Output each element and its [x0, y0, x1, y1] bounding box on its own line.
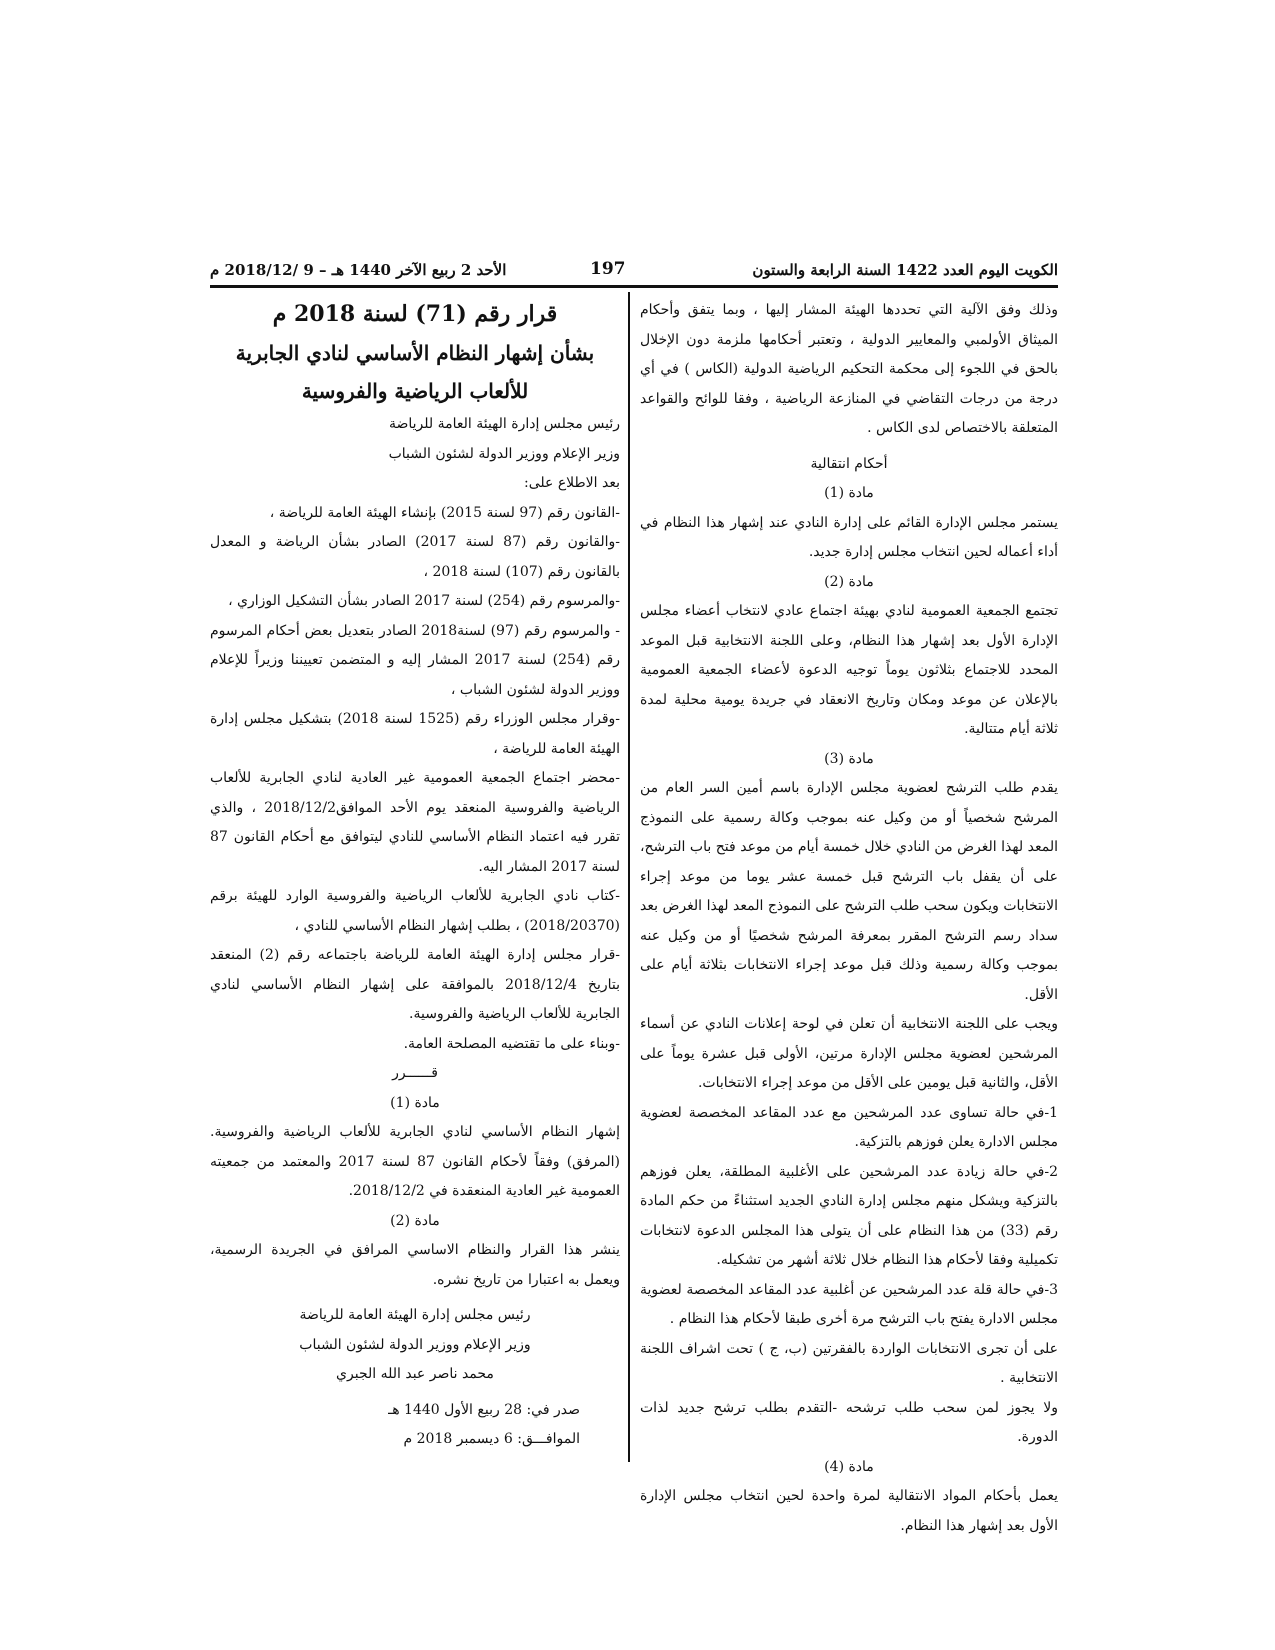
reference-item: - والمرسوم رقم (97) لسنة2018 الصادر بتعديل بعض أحكام المرسوم رقم (254) لسنة 2017 المشار إليه و المتضمن تعييننا وزيراً للإعلام ووزير الدولة لشئون الشباب ، [210, 622, 620, 698]
reference-item: -وقرار مجلس الوزراء رقم (1525 لسنة 2018) بتشكيل مجلس إدارة الهيئة العامة للرياضة ، [210, 711, 621, 757]
decision-title: قرار رقم (71) لسنة 2018 م [272, 301, 558, 327]
paragraph: وذلك وفق الآلية التي تحددها الهيئة المشار إليها ، وبما يتفق وأحكام الميثاق الأولمبي والمعايير الدولية ، وتعتبر أحكامها ملزمة دون الإخلال بالحق في اللجوء إلى محكمة التحكيم الرياضية الدولية (الكاس ) في أي درجة من درجات التقاضي في المنازعة الرياضية ، وفقا للوائح والقواعد المتعلقة بالاختصاص لدى الكاس . [640, 302, 1058, 436]
reference-item: -قرار مجلس إدارة الهيئة العامة للرياضة باجتماعه رقم (2) المنعقد بتاريخ 2018/12/4 بالموافقة على إشهار النظام الأساسي لنادي الجابرية للألعاب الرياضية والفروسية. [210, 947, 620, 1022]
article-text: يقدم طلب الترشح لعضوية مجلس الإدارة باسم أمين السر العام من المرشح شخصياً أو من وكيل عنه بموجب وكالة رسمية على النموذج المعد لهذا الغرض من النادي خلال خمسة أيام من موعد فتح باب الترشح، على أن يقفل باب الترشح قبل خمسة عشر يوما من موعد إجراء الانتخابات ويكون سحب طلب الترشح على النموذج المعد لهذا الغرض بعد سداد رسم الترشح المقرر بمعرفة المرشح شخصيًا أو من وكيل عنه بموجب وكالة رسمية وذلك قبل موعد إجراء الانتخابات بثلاثة أيام على الأقل. [640, 780, 1058, 1003]
paragraph: ولا يجوز لمن سحب طلب ترشحه -التقدم بطلب ترشح جديد لذات الدورة. [640, 1399, 1058, 1445]
section-heading: أحكام انتقالية [810, 455, 888, 472]
issuer-line: وزير الإعلام ووزير الدولة لشئون الشباب [388, 445, 620, 462]
article-title: مادة (3) [824, 750, 874, 767]
article-text: تجتمع الجمعية العمومية لنادي بهيئة اجتماع عادي لانتخاب أعضاء مجلس الإدارة الأول بعد إشهار هذا النظام، وعلى اللجنة الانتخابية قبل الموعد المحدد للاجتماع بثلاثون يوماً توجيه الدعوة لأعضاء الجمعية العمومية بالإعلان عن موعد ومكان وتاريخ الانعقاد في جريدة يومية محلية لمدة ثلاثة أيام متتالية. [640, 603, 1058, 737]
decree-word: قــــــرر [392, 1065, 438, 1081]
page-number: 197 [590, 259, 626, 279]
list-item: 3-في حالة قلة عدد المرشحين عن أغلبية عدد المقاعد المخصصة لعضوية مجلس الادارة يفتح باب الترشح مرة أخرى طبقا لأحكام هذا النظام . [640, 1281, 1058, 1327]
signature-line: رئيس مجلس إدارة الهيئة العامة للرياضة [299, 1307, 531, 1323]
page-header [210, 255, 1058, 285]
reference-item: -القانون رقم (97 لسنة 2015) بإنشاء الهيئة العامة للرياضة ، [269, 504, 620, 521]
article-title: مادة (2) [824, 573, 874, 590]
article-title: مادة (1) [824, 485, 874, 501]
reference-item: -محضر اجتماع الجمعية العمومية غير العادية لنادي الجابرية للألعاب الرياضية والفروسية المنعقد يوم الأحد الموافق2018/12/2 ، والذي تقرر فيه اعتماد النظام الأساسي للنادي ليتوافق مع أحكام القانون 87 لسنة 2017 المشار اليه. [210, 770, 620, 875]
article-text: إشهار النظام الأساسي لنادي الجابرية للألعاب الرياضية والفروسية. (المرفق) وفقاً لأحكام القانون 87 لسنة 2017 والمعتمد من جمعيته العمومية غير العادية المنعقدة في 2018/12/2. [210, 1124, 620, 1199]
reference-item: -وبناء على ما تقتضيه المصلحة العامة. [403, 1035, 620, 1052]
column-divider [628, 292, 630, 1462]
corresponding-date: الموافـــق: 6 ديسمبر 2018 م [403, 1431, 580, 1447]
article-text: ينشر هذا القرار والنظام الاساسي المرافق في الجريدة الرسمية، ويعمل به اعتبارا من تاريخ نشره. [210, 1242, 620, 1288]
issuer-line: رئيس مجلس إدارة الهيئة العامة للرياضة [388, 416, 620, 432]
list-item: 1-في حالة تساوى عدد المرشحين مع عدد المقاعد المخصصة لعضوية مجلس الادارة يعلن فوزهم بالتزكية. [640, 1104, 1058, 1150]
issue-date: صدر في: 28 ربيع الأول 1440 هـ [388, 1401, 580, 1418]
header-rule [210, 285, 1058, 288]
article-text: يستمر مجلس الإدارة القائم على إدارة النادي عند إشهار هذا النظام في أداء أعماله لحين انتخاب مجلس إدارة جديد. [640, 514, 1058, 560]
reference-item: -والقانون رقم (87 لسنة 2017) الصادر بشأن الرياضة و المعدل بالقانون رقم (107) لسنة 2018 ، [210, 534, 621, 580]
left-column [210, 296, 620, 1455]
header-issue: الكويت اليوم العدد 1422 السنة الرابعة والستون [752, 261, 1058, 279]
list-item: 2-في حالة زيادة عدد المرشحين على الأغلبية المطلقة، يعلن فوزهم بالتزكية ويشكل منهم مجلس إدارة النادي الجديد استثناءً من حكم المادة رقم (33) من هذا النظام على أن يتولى هذا المجلس الدعوة لانتخابات تكميلية وفقا لأحكام هذا النظام خلال ثلاثة أشهر من تشكيله. [640, 1163, 1058, 1268]
article-title: مادة (4) [824, 1458, 874, 1475]
paragraph: ويجب على اللجنة الانتخابية أن تعلن في لوحة إعلانات النادي عن أسماء المرشحين لعضوية مجلس الإدارة مرتين، الأولى قبل عشرة يوماً على الأقل، والثانية قبل يومين على الأقل من موعد إجراء الانتخابات. [640, 1016, 1058, 1091]
signatory-name: محمد ناصر عبد الله الجبري [336, 1366, 494, 1382]
right-column [640, 296, 1058, 1541]
paragraph: على أن تجرى الانتخابات الواردة بالفقرتين (ب، ج ) تحت اشراف اللجنة الانتخابية . [640, 1340, 1058, 1386]
signature-line: وزير الإعلام ووزير الدولة لشئون الشباب [299, 1336, 531, 1353]
reference-item: -كتاب نادي الجابرية للألعاب الرياضية والفروسية الوارد للهيئة برقم (2018/20370) ، بطلب إشهار النظام الأساسي للنادي ، [210, 888, 620, 934]
review-intro: بعد الاطلاع على: [524, 475, 620, 491]
reference-item: -والمرسوم رقم (254) لسنة 2017 الصادر بشأن التشكيل الوزاري ، [228, 593, 620, 609]
article-title: مادة (2) [390, 1212, 440, 1229]
header-date: الأحد 2 ربيع الآخر 1440 هـ – 9 /2018/12 م [210, 261, 507, 279]
decision-subtitle: بشأن إشهار النظام الأساسي لنادي الجابرية للألعاب الرياضية والفروسية [235, 341, 595, 403]
article-text: يعمل بأحكام المواد الانتقالية لمرة واحدة لحين انتخاب مجلس الإدارة الأول بعد إشهار هذا النظام. [640, 1488, 1058, 1534]
article-title: مادة (1) [390, 1094, 440, 1111]
